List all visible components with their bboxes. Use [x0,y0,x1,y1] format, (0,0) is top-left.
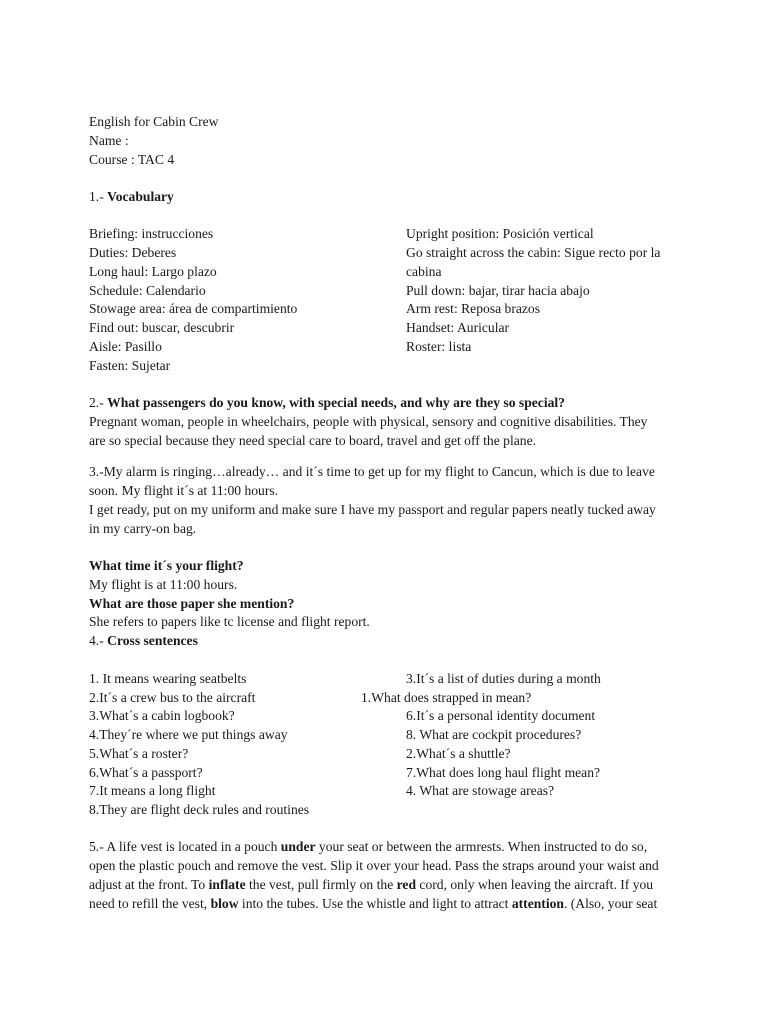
text-run: into the tubes. Use the whistle and light to attract [238,896,512,911]
section3-question-2 [89,595,294,612]
name-label: Name : [89,133,129,148]
section1-heading [89,188,174,205]
cross-left-item: 2.It´s a crew bus to the aircraft [89,690,256,705]
cross-left-item: 6.What´s a passport? [89,765,203,780]
cross-right-item: 8. What are cockpit procedures? [406,727,582,742]
vocab-left-item: Long haul: Largo plazo [89,264,217,279]
cross-left-item: 8.They are flight deck rules and routines [89,802,310,817]
section3-text-line: I get ready, put on my uniform and make sure I have my passport and regular papers neatly tucked away [89,502,656,517]
cross-left-item: 3.What´s a cabin logbook? [89,708,235,723]
section3-text-line: 3.-My alarm is ringing…already… and it´s time to get up for my flight to Cancun, which is due to leave [89,464,655,479]
bold-word: red [396,877,417,892]
vocab-left-item: Aisle: Pasillo [89,339,162,354]
vocab-left-item: Stowage area: área de compartimiento [89,301,298,316]
section2-number: 2.- [89,395,108,410]
bold-word: attention [511,896,564,911]
section3-text-line: in my carry-on bag. [89,521,197,536]
cross-left-item: 1. It means wearing seatbelts [89,671,247,686]
text-run: need to refill the vest, [89,896,211,911]
section3-text-line: soon. My flight it´s at 11:00 hours. [89,483,279,498]
section1-number: 1.- [89,189,108,204]
cross-left-item: 7.It means a long flight [89,783,216,798]
vocab-left-item: Find out: buscar, descubrir [89,320,235,335]
vocab-right-item: Pull down: bajar, tirar hacia abajo [406,283,590,298]
question-text: What time it´s your flight? [89,558,244,573]
section4-title: Cross sentences [107,633,198,648]
cross-right-item: 4. What are stowage areas? [406,783,555,798]
vocab-left-item: Fasten: Sujetar [89,358,171,373]
section2-heading [89,394,565,411]
text-run: the vest, pull firmly on the [245,877,397,892]
text-run: . (Also, your seat [563,896,658,911]
section5-line [89,876,653,893]
section2-answer-line: are so special because they need special care to board, travel and get off the plane. [89,433,537,448]
section4-number: 4.- [89,633,108,648]
section5-line [89,838,647,855]
cross-right-item: 1.What does strapped in mean? [361,690,532,705]
section1-title: Vocabulary [107,189,174,204]
cross-right-item: 3.It´s a list of duties during a month [406,671,601,686]
text-run: your seat or between the armrests. When instructed to do so, [315,839,648,854]
section5-line: open the plastic pouch and remove the vest. Slip it over your head. Pass the straps around your waist and [89,858,659,873]
vocab-left-item: Briefing: instrucciones [89,226,214,241]
section4-heading [89,632,198,649]
vocab-right-item: Go straight across the cabin: Sigue recto por la [406,245,661,260]
vocab-right-item: Arm rest: Reposa brazos [406,301,541,316]
section2-answer-line: Pregnant woman, people in wheelchairs, people with physical, sensory and cognitive disabilities. They [89,414,648,429]
cross-right-item: 6.It´s a personal identity document [406,708,596,723]
section5-line [89,895,657,912]
cross-right-item: 2.What´s a shuttle? [406,746,511,761]
section3-answer-1: My flight is at 11:00 hours. [89,577,238,592]
question-text: What are those paper she mention? [89,596,295,611]
cross-left-item: 5.What´s a roster? [89,746,189,761]
vocab-right-item: Handset: Auricular [406,320,510,335]
text-run: cord, only when leaving the aircraft. If you [416,877,654,892]
vocab-left-item: Schedule: Calendario [89,283,206,298]
vocab-right-item: Roster: lista [406,339,472,354]
section3-question-1 [89,557,244,574]
section2-question: What passengers do you know, with special needs, and why are they so special? [107,395,565,410]
bold-word: under [280,839,316,854]
bold-word: blow [210,896,239,911]
cross-left-item: 4.They´re where we put things away [89,727,288,742]
cross-right-item: 7.What does long haul flight mean? [406,765,601,780]
course-label: Course : TAC 4 [89,152,175,167]
document-title: English for Cabin Crew [89,114,219,129]
bold-word: inflate [208,877,246,892]
vocab-right-item: cabina [406,264,442,279]
vocab-right-item: Upright position: Posición vertical [406,226,594,241]
vocab-left-item: Duties: Deberes [89,245,177,260]
section3-answer-2: She refers to papers like tc license and flight report. [89,614,370,629]
text-run: 5.- A life vest is located in a pouch [89,839,281,854]
text-run: adjust at the front. To [89,877,209,892]
